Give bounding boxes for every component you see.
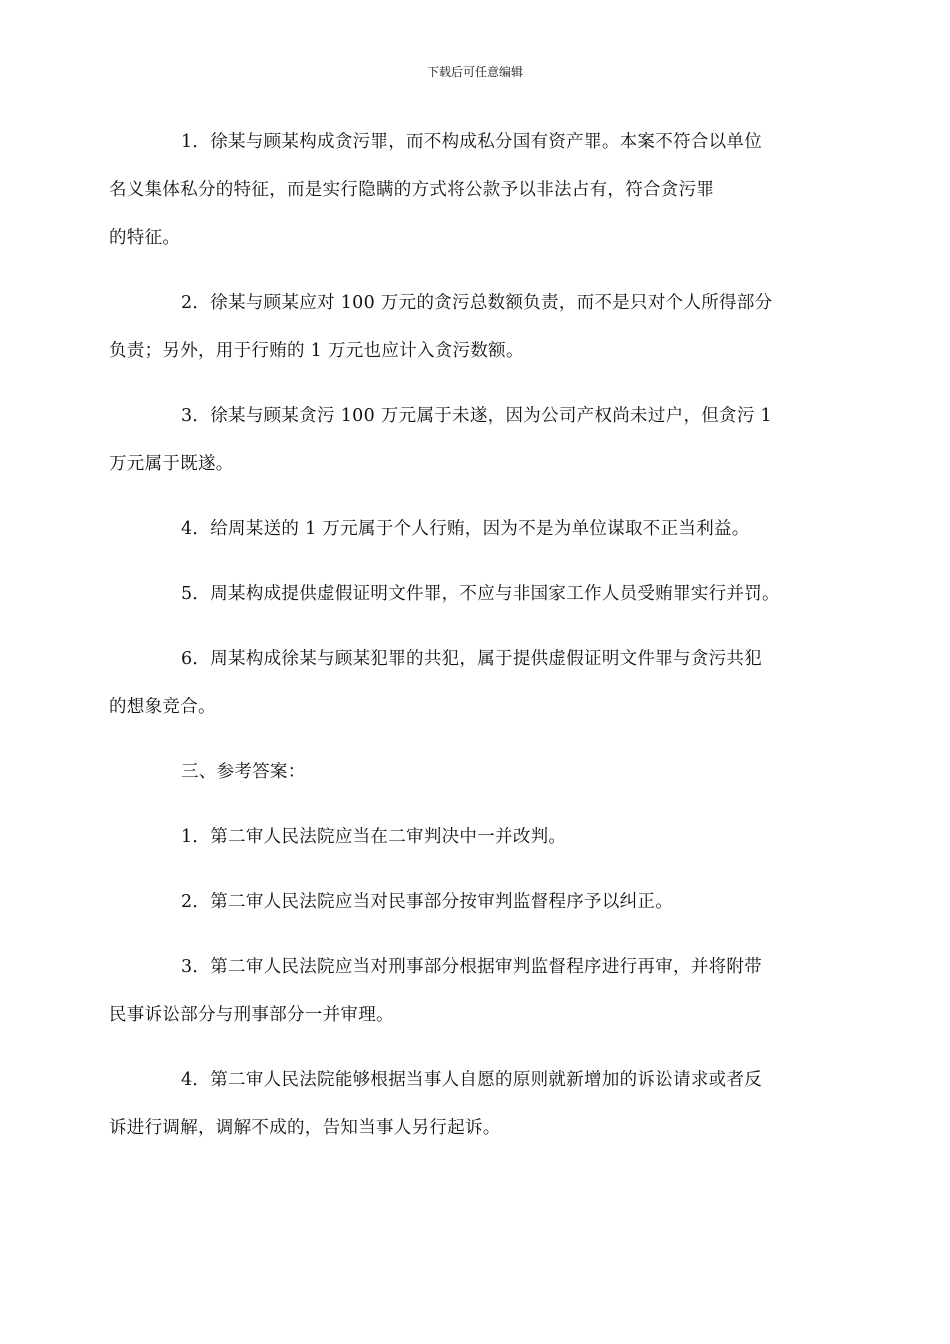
- paragraph-5: [145, 570, 815, 618]
- paragraph-line: 2．第二审人民法院应当对民事部分按审判监督程序予以纠正。: [181, 892, 674, 912]
- section-heading: [145, 748, 815, 796]
- answer-1: [145, 813, 815, 861]
- answer-2: [145, 878, 815, 926]
- document-body: [109, 118, 815, 1169]
- paragraph-line: 6．周某构成徐某与顾某犯罪的共犯，属于提供虚假证明文件罪与贪污共犯: [181, 649, 763, 669]
- section-heading-text: 三、参考答案：: [181, 762, 306, 782]
- paragraph-line: 民事诉讼部分与刑事部分一并审理。: [109, 1005, 394, 1025]
- paragraph-6: [109, 635, 815, 731]
- paragraph-2: [109, 279, 815, 375]
- paragraph-line: 万元属于既遂。: [109, 454, 234, 474]
- page-header: 下载后可任意编辑: [426, 65, 523, 79]
- paragraph-line: 3．徐某与顾某贪污 100 万元属于未遂，因为公司产权尚未过户，但贪污 1: [181, 406, 772, 426]
- paragraph-line: 1．徐某与顾某构成贪污罪，而不构成私分国有资产罪。本案不符合以单位: [181, 132, 763, 152]
- paragraph-4: [145, 505, 815, 553]
- paragraph-line: 负责；另外，用于行贿的 1 万元也应计入贪污数额。: [109, 341, 524, 361]
- answer-4: [109, 1056, 815, 1152]
- answer-3: [109, 943, 815, 1039]
- paragraph-line: 1．第二审人民法院应当在二审判决中一并改判。: [181, 827, 567, 847]
- paragraph-line: 的特征。: [109, 228, 181, 248]
- paragraph-line: 3．第二审人民法院应当对刑事部分根据审判监督程序进行再审，并将附带: [181, 957, 763, 977]
- paragraph-line: 4．给周某送的 1 万元属于个人行贿，因为不是为单位谋取不正当利益。: [181, 519, 750, 539]
- paragraph-line: 2．徐某与顾某应对 100 万元的贪污总数额负责，而不是只对个人所得部分: [181, 293, 773, 313]
- paragraph-line: 名义集体私分的特征，而是实行隐瞒的方式将公款予以非法占有，符合贪污罪: [109, 180, 715, 200]
- paragraph-3: [109, 392, 815, 488]
- paragraph-line: 4．第二审人民法院能够根据当事人自愿的原则就新增加的诉讼请求或者反: [181, 1070, 763, 1090]
- paragraph-line: 的想象竞合。: [109, 697, 216, 717]
- paragraph-1: [109, 118, 815, 262]
- paragraph-line: 5．周某构成提供虚假证明文件罪，不应与非国家工作人员受贿罪实行并罚。: [181, 584, 780, 604]
- paragraph-line: 诉进行调解，调解不成的，告知当事人另行起诉。: [109, 1118, 501, 1138]
